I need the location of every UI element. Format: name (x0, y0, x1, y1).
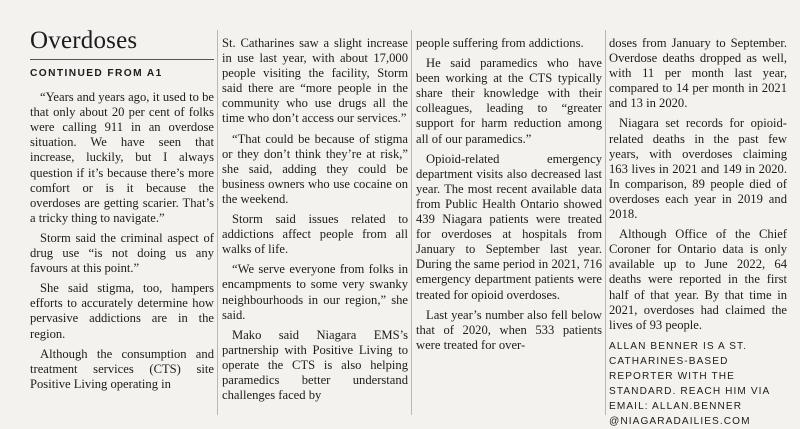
column-3 (416, 0, 602, 429)
column-rule (411, 30, 412, 415)
paragraph: Storm said the criminal aspect of drug use “is not doing us any favours at this point.” (30, 230, 214, 276)
author-byline: ALLAN BENNER IS A ST. CATHARINES-BASED REPORTER WITH THE STANDARD. REACH HIM VIA EMAIL: ALLAN.BENNER @NIAGARADAILIES.COM (609, 340, 770, 427)
paragraph: Last year’s number also fell below that of 2020, when 533 patients were treated for over- (416, 307, 602, 352)
column-2 (222, 0, 408, 429)
column-1 (30, 0, 214, 429)
paragraph: Storm said issues related to addictions affect people from all walks of life. (222, 212, 408, 257)
paragraph: Niagara set records for opioid-related deaths in the past few years, with overdoses claiming 163 lives in 2021 and 149 in 2020. In comparison, 89 people died of overdoses each year in 2019 and 2018. (609, 116, 787, 222)
paragraph: Opioid-related emergency department visits also decreased last year. The most recent available data from Public Health Ontario showed 439 Niagara patients were treated for overdoses at hospitals from January to September last year. During the same period in 2021, 716 emergency department patients were treated for opioid overdoses. (416, 151, 602, 302)
paragraph: She said stigma, too, hampers efforts to accurately determine how pervasive addictions are in the region. (30, 281, 214, 341)
continued-from-label: CONTINUED FROM A1 (30, 59, 214, 81)
column-rule (217, 30, 218, 415)
paragraph: St. Catharines saw a slight increase in use last year, with about 17,000 people visiting the facility, Storm said there are “more people in the community who use drugs all the time who don’t access our services.” (222, 36, 408, 126)
column-rule (605, 30, 606, 415)
paragraph: He said paramedics who have been working at the CTS typically share their knowledge with their colleagues, leading to “greater support for harm reduction among all of our paramedics.” (416, 56, 602, 146)
paragraph: Although the consumption and treatment services (CTS) site Positive Living operating in (30, 346, 214, 391)
paragraph: people suffering from addictions. (416, 36, 584, 50)
headline: Overdoses (30, 27, 138, 54)
paragraph: “That could be because of stigma or they don’t think they’re at risk,” she said, adding they could be business owners who use cocaine on the weekend. (222, 131, 408, 206)
column-4 (609, 0, 787, 429)
paragraph: “We serve everyone from folks in encampments to some very swanky neighbourhoods in our region,” she said. (222, 262, 408, 322)
paragraph: “Years and years ago, it used to be that only about 20 per cent of folks were calling 911 in an overdose situation. We have seen that increase, luckily, but I always question if it’s because there’s more comfort or is it because the overdoses are getting scarier. That’s a tricky thing to navigate.” (30, 90, 214, 225)
paragraph: Mako said Niagara EMS’s partnership with Positive Living to operate the CTS is also helping paramedics better understand challenges faced by (222, 327, 408, 403)
paragraph: doses from January to September. Overdose deaths dropped as well, with 11 per month last year, compared to 14 per month in 2021 and 13 in 2020. (609, 36, 787, 111)
paragraph: Although Office of the Chief Coroner for Ontario data is only available up to June 2022, 64 deaths were reported in the first half of that year. By that time in 2021, overdoses had claimed the lives of 93 people. (609, 227, 787, 332)
